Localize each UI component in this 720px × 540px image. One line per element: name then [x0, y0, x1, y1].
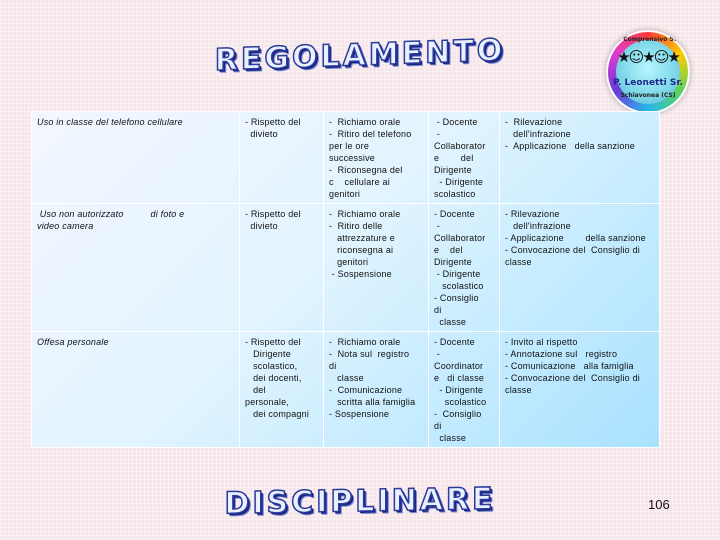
procedure-cell: - Rilevazione dell'infrazione - Applicazione della sanzione: [500, 112, 660, 204]
organ-cell: - Docente - Collaborator e del Dirigente - Dirigente scolastico - Consiglio di classe: [429, 204, 500, 332]
infraction-cell: Offesa personale: [32, 332, 240, 448]
logo-name-text: P. Leonetti Sr.: [613, 78, 683, 88]
table-row: [32, 332, 660, 448]
logo-top-text: Ist. Comprensivo Stat.: [610, 36, 686, 43]
duty-cell: - Rispetto del divieto: [240, 204, 324, 332]
duty-cell: - Rispetto del Dirigente scolastico, dei docenti, del personale, dei compagni: [240, 332, 324, 448]
regulation-table: [31, 111, 660, 448]
organ-cell: - Docente - Collaborator e del Dirigente - Dirigente scolastico: [429, 112, 500, 204]
logo-bottom-text: Schiavonea (CS): [620, 92, 676, 99]
infraction-cell: Uso non autorizzato di foto e video camera: [32, 204, 240, 332]
table-row: [32, 112, 660, 204]
table-row: [32, 204, 660, 332]
title-disciplinare: DISCIPLINARE: [224, 481, 496, 522]
sanction-cell: - Richiamo orale - Ritiro del telefono per le ore successive - Riconsegna del c cellulare ai genitori: [324, 112, 429, 204]
sanction-cell: - Richiamo orale - Ritiro delle attrezzature e riconsegna ai genitori - Sospensione: [324, 204, 429, 332]
infraction-cell: Uso in classe del telefono cellulare: [32, 112, 240, 204]
title-regolamento: REGOLAMENTO: [214, 32, 506, 79]
logo-people-icon: ★☺★☺★: [617, 48, 679, 66]
organ-cell: - Docente - Coordinator e di classe - Dirigente scolastico - Consiglio di classe: [429, 332, 500, 448]
procedure-cell: - Invito al rispetto - Annotazione sul registro - Comunicazione alla famiglia - Convocazione del Consiglio di classe: [500, 332, 660, 448]
school-logo: [606, 30, 690, 114]
sanction-cell: - Richiamo orale - Nota sul registro di classe - Comunicazione scritta alla famiglia - Sospensione: [324, 332, 429, 448]
page-number: 106: [648, 497, 670, 512]
procedure-cell: - Rilevazione dell'infrazione - Applicazione della sanzione - Convocazione del Consiglio di classe: [500, 204, 660, 332]
duty-cell: - Rispetto del divieto: [240, 112, 324, 204]
